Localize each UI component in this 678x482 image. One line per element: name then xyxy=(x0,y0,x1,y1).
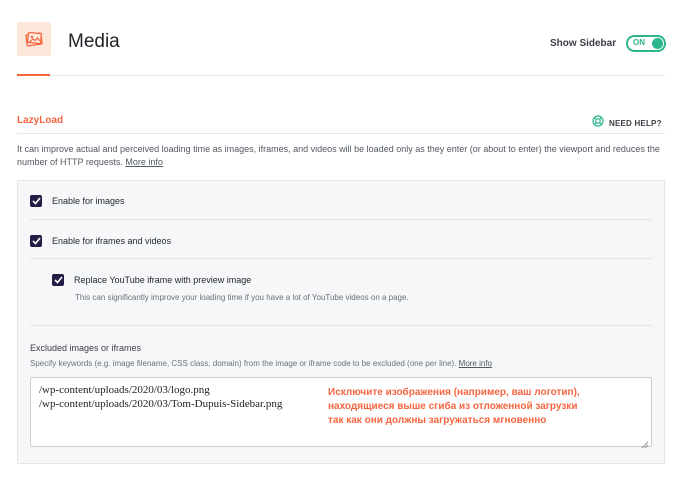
resize-handle-icon[interactable] xyxy=(641,436,649,444)
show-sidebar-label: Show Sidebar xyxy=(550,38,617,49)
excluded-line: /wp-content/uploads/2020/03/logo.png xyxy=(39,384,210,396)
section-more-info-link[interactable]: More info xyxy=(125,157,163,167)
annotation-note xyxy=(328,386,580,428)
youtube-preview-label: Replace YouTube iframe with preview image xyxy=(74,275,252,285)
toggle-knob xyxy=(652,38,663,49)
header-accent-line xyxy=(17,74,50,76)
youtube-preview-checkbox[interactable] xyxy=(52,274,64,286)
excluded-textarea[interactable] xyxy=(30,377,652,447)
option-divider xyxy=(30,219,652,220)
lifebuoy-icon xyxy=(592,114,604,132)
header-divider xyxy=(50,75,665,76)
excluded-hint-text: Specify keywords (e.g. image filename, CSS class, domain) from the image or iframe code to be excluded (one per line). xyxy=(30,359,457,368)
option-enable-images[interactable] xyxy=(30,195,125,207)
annotation-line: Исключите изображения (например, ваш логотип), xyxy=(328,387,580,398)
enable-images-checkbox[interactable] xyxy=(30,195,42,207)
section-description-text: It can improve actual and perceived loading time as images, iframes, and videos will be loaded only as they enter (or about to enter) the viewport and reduces the number of HTTP requests. xyxy=(17,144,660,167)
excluded-line: /wp-content/uploads/2020/03/Tom-Dupuis-Sidebar.png xyxy=(39,398,283,410)
youtube-preview-description: This can significantly improve your loading time if you have a lot of YouTube videos on a page. xyxy=(75,293,409,302)
page-title: Media xyxy=(68,31,120,52)
need-help-label: NEED HELP? xyxy=(609,118,662,128)
annotation-line: находящиеся выше сгиба из отложенной загрузки xyxy=(328,401,578,412)
show-sidebar-toggle[interactable] xyxy=(626,35,666,52)
section-divider xyxy=(17,133,665,134)
enable-iframes-checkbox[interactable] xyxy=(30,235,42,247)
page-header xyxy=(0,0,678,80)
option-divider xyxy=(30,258,652,259)
media-image-icon xyxy=(17,22,51,56)
toggle-state-label: ON xyxy=(633,38,645,47)
excluded-more-info-link[interactable]: More info xyxy=(458,359,493,368)
need-help-link[interactable] xyxy=(592,114,662,132)
excluded-field-hint xyxy=(30,359,492,368)
section-title: LazyLoad xyxy=(17,115,64,126)
option-youtube-preview[interactable] xyxy=(52,274,251,286)
enable-images-label: Enable for images xyxy=(52,196,125,206)
section-description xyxy=(17,143,667,169)
enable-iframes-label: Enable for iframes and videos xyxy=(52,236,172,246)
option-divider xyxy=(30,325,652,326)
annotation-line: так как они должны загружаться мгновенно xyxy=(328,415,547,426)
excluded-field-label: Excluded images or iframes xyxy=(30,343,142,353)
option-enable-iframes[interactable] xyxy=(30,235,171,247)
